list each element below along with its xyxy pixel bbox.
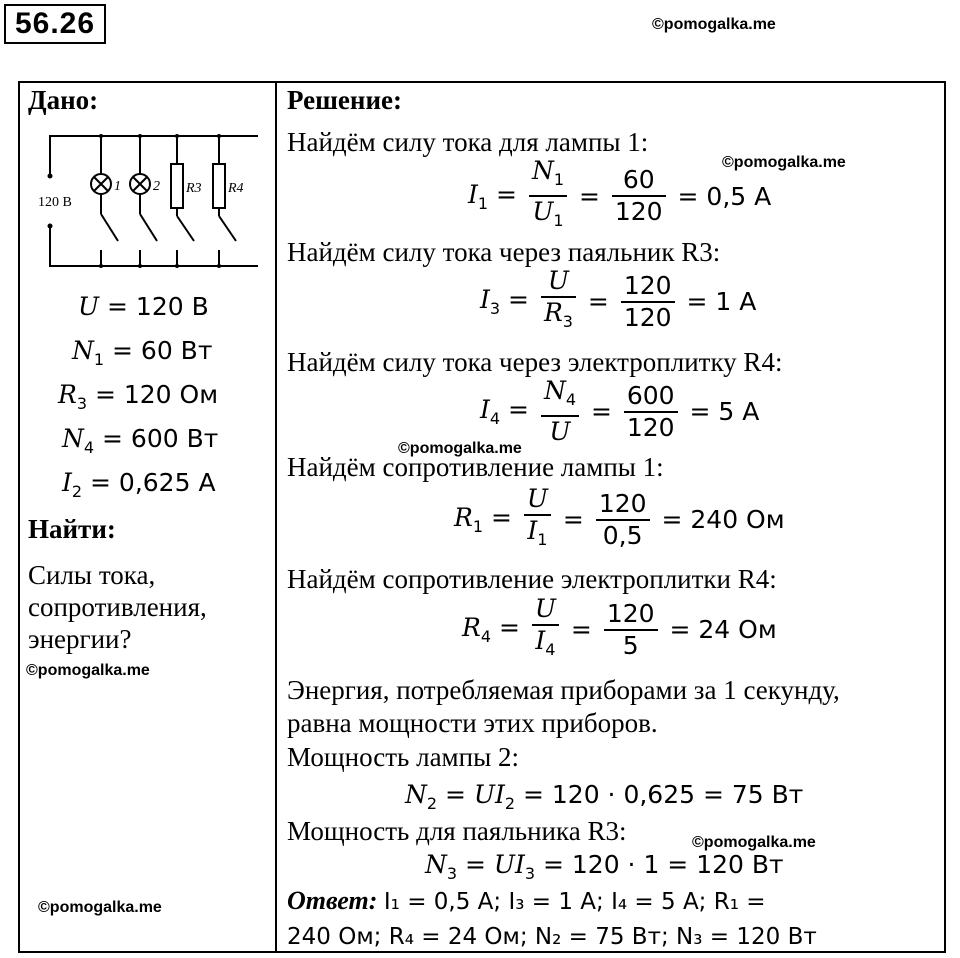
answer-line-1: Ответ: I₁ = 0,5 А; I₃ = 1 А; I₄ = 5 А; R₁ = [287, 886, 766, 915]
watermark-right-1: ©pomogalka.me [722, 154, 846, 171]
equation-R4: $R_4$ = $\frac{U}{I_4}$ = $\frac{120}{5}$ = 24 Ом [462, 594, 777, 660]
answer-line-2: 240 Ом; R₄ = 24 Ом; N₂ = 75 Вт; N₃ = 120 Вт [287, 924, 817, 950]
solution-line-8: Мощность лампы 2: [287, 742, 519, 772]
lamp2-label: 2 [153, 179, 160, 194]
problem-number: 56.26 [4, 4, 106, 44]
find-line-3: энергии? [28, 624, 132, 654]
given-value-I2: $I_2 = 0,625$ А [62, 468, 216, 501]
voltage-label: 120 В [38, 195, 72, 210]
solution-line-1: Найдём силу тока для лампы 1: [287, 127, 649, 157]
given-value-U: U = 120 В [78, 292, 209, 321]
lamp1-label: 1 [114, 179, 121, 194]
watermark-right-2: ©pomogalka.me [398, 440, 522, 457]
find-line-2: сопротивления, [28, 592, 207, 622]
solution-line-3: Найдём силу тока через электроплитку R4: [287, 347, 783, 377]
r3-label: R3 [186, 181, 202, 196]
solution-line-6: Энергия, потребляемая приборами за 1 секунду, [287, 675, 840, 705]
solution-line-7: равна мощности этих приборов. [287, 708, 658, 738]
given-heading: Дано: [28, 85, 99, 115]
equation-N3: $N_3 = UI_3 = 120 \cdot 1 = 120$ Вт [425, 850, 784, 883]
solution-line-4: Найдём сопротивление лампы 1: [287, 452, 664, 482]
solution-heading: Решение: [287, 85, 402, 115]
equation-I4: $I_4$ = $\frac{N_4}{U}$ = $\frac{600}{120}$ = 5 А [480, 376, 760, 446]
given-value-N4: $N_4 = 600$ Вт [62, 424, 219, 457]
circuit-diagram [38, 126, 268, 276]
given-value-N1: $N_1 = 60$ Вт [72, 336, 213, 369]
solution-line-2: Найдём силу тока через паяльник R3: [287, 237, 721, 267]
equation-I1: $I_1$ = $\frac{N_1}{U_1}$ = $\frac{60}{120}$ = 0,5 А [468, 156, 772, 230]
equation-R1: $R_1$ = $\frac{U}{I_1}$ = $\frac{120}{0,5}$ = 240 Ом [454, 484, 785, 550]
r4-label: R4 [228, 181, 244, 196]
column-divider [275, 81, 277, 953]
watermark-left-2: ©pomogalka.me [38, 899, 162, 916]
solution-line-9: Мощность для паяльника R3: [287, 816, 627, 846]
given-value-R3: $R_3 = 120$ Ом [58, 380, 219, 413]
find-line-1: Силы тока, [28, 560, 156, 590]
equation-N2: $N_2 = UI_2 = 120 \cdot 0,625 = 75$ Вт [405, 780, 804, 813]
solution-line-5: Найдём сопротивление электроплитки R4: [287, 564, 777, 594]
equation-I3: $I_3$ = $\frac{U}{R_3}$ = $\frac{120}{120}$ = 1 А [480, 266, 757, 332]
watermark-left-1: ©pomogalka.me [26, 662, 150, 679]
watermark-right-3: ©pomogalka.me [692, 834, 816, 851]
answer-label: Ответ: [287, 886, 378, 915]
watermark-top: ©pomogalka.me [652, 16, 776, 33]
find-heading: Найти: [28, 514, 116, 544]
